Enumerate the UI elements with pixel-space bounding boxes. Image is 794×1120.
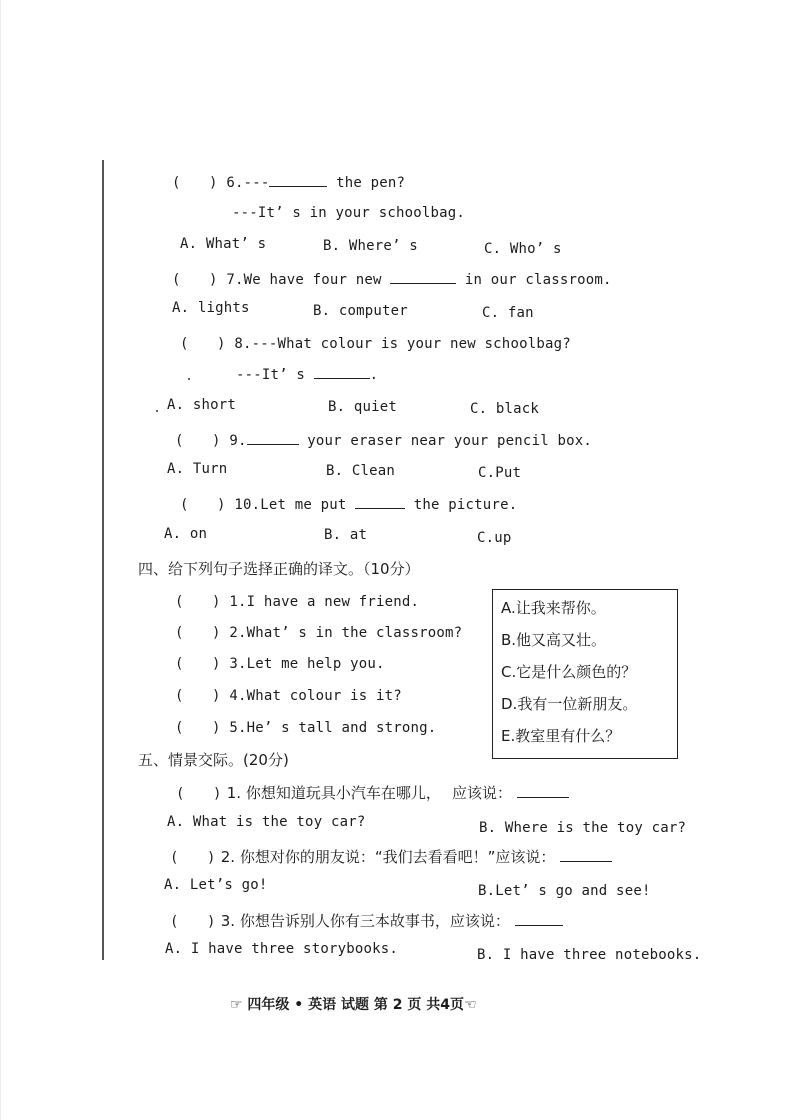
q8-line xyxy=(180,333,571,353)
s5-q3-answer-blank[interactable] xyxy=(515,913,563,926)
q6-option-a: A. What’ s xyxy=(180,236,267,252)
s4-item-3 xyxy=(175,653,385,673)
s4-item-1 xyxy=(175,591,419,611)
page-footer: ☞ 四年级 • 英语 试题 第 2 页 共4页☜ xyxy=(230,997,477,1013)
s5-q2-option-a: A. Let’s go! xyxy=(164,877,268,893)
s5-q3-paren: ( ) xyxy=(170,914,216,930)
q7-paren: ( ) xyxy=(172,272,218,288)
s4-item-5-paren: ( ) xyxy=(175,720,221,736)
s4-item-2 xyxy=(175,622,462,642)
option-a: A.让我来帮你。 xyxy=(501,599,606,617)
s4-item-1-paren: ( ) xyxy=(175,594,221,610)
q7-option-a: A. lights xyxy=(172,300,250,316)
q9-option-b: B. Clean xyxy=(326,463,396,479)
s5-q1-text: 1. 你想知道玩具小汽车在哪儿， xyxy=(226,784,441,802)
s4-item-3-text: 3.Let me help you. xyxy=(229,656,385,672)
s5-q1-line xyxy=(176,782,569,803)
s5-q3-option-a: A. I have three storybooks. xyxy=(165,941,398,957)
s4-item-2-text: 2.What’ s in the classroom? xyxy=(229,625,463,641)
s5-q2-answer-blank[interactable] xyxy=(560,849,612,862)
scan-dot xyxy=(188,378,190,380)
q10-number: 10. xyxy=(234,497,261,513)
q9-option-c: C.Put xyxy=(478,465,522,481)
q6-stem: the pen? xyxy=(336,175,406,191)
q8-stem: ---What colour is your new schoolbag? xyxy=(251,336,571,352)
q8-reply-line: ---It’ s . xyxy=(236,367,379,383)
s5-q1-option-b: B. Where is the toy car? xyxy=(479,820,687,836)
q8-option-b: B. quiet xyxy=(328,399,398,415)
s4-item-4-paren: ( ) xyxy=(175,688,221,704)
q10-answer-blank[interactable] xyxy=(355,496,405,509)
q8-reply: ---It’ s xyxy=(236,367,306,383)
q8-option-a: A. short xyxy=(167,397,237,413)
s4-item-5-text: 5.He’ s tall and strong. xyxy=(229,720,437,736)
option-d: D.我有一位新朋友。 xyxy=(501,695,638,713)
section4-heading: 四、给下列句子选择正确的译文。（10分） xyxy=(138,560,420,578)
q8-option-c: C. black xyxy=(470,401,540,417)
q6-paren: ( ) xyxy=(172,175,218,191)
q9-line xyxy=(175,430,592,450)
s5-q2-option-b: B.Let’ s go and see! xyxy=(478,883,651,899)
s5-q2-text: 2. 你想对你的朋友说：“我们去看看吧！”应该说： xyxy=(220,848,556,866)
s5-q1-answer-blank[interactable] xyxy=(517,785,569,798)
q10-option-a: A. on xyxy=(164,526,208,542)
q6-option-b: B. Where’ s xyxy=(323,238,418,254)
q8-number: 8. xyxy=(234,336,252,352)
s4-item-2-paren: ( ) xyxy=(175,625,221,641)
q6-number: 6. xyxy=(226,175,244,191)
q6-dash: --- xyxy=(243,175,270,191)
s4-item-3-paren: ( ) xyxy=(175,656,221,672)
q6-reply: ---It’ s in your schoolbag. xyxy=(232,205,465,221)
q6-line xyxy=(172,172,405,192)
q7-answer-blank[interactable] xyxy=(390,271,456,284)
q7-option-c: C. fan xyxy=(482,305,534,321)
s4-item-4 xyxy=(175,685,402,705)
q7-stem-post: in our classroom. xyxy=(464,272,612,288)
binding-margin-line xyxy=(102,160,104,960)
s5-q3-line xyxy=(170,910,563,931)
q8-answer-blank[interactable] xyxy=(314,366,370,379)
q9-number: 9. xyxy=(229,433,247,449)
s5-q1-option-a: A. What is the toy car? xyxy=(167,814,366,830)
option-c: C.它是什么颜色的？ xyxy=(501,663,637,681)
option-e: E.教室里有什么？ xyxy=(501,727,621,745)
q10-option-b: B. at xyxy=(324,527,368,543)
q10-stem-pre: Let me put xyxy=(260,497,347,513)
q6-option-c: C. Who’ s xyxy=(484,241,562,257)
s4-item-5 xyxy=(175,717,436,737)
q9-answer-blank[interactable] xyxy=(247,432,299,445)
translation-options-box xyxy=(492,589,678,759)
scan-dot xyxy=(156,410,158,412)
q8-paren: ( ) xyxy=(180,336,226,352)
q9-stem: your eraser near your pencil box. xyxy=(307,433,592,449)
q7-line xyxy=(172,269,612,289)
page-crease xyxy=(0,0,1,1120)
s5-q2-line xyxy=(170,846,612,867)
q9-paren: ( ) xyxy=(175,433,221,449)
q7-stem-pre: We have four new xyxy=(243,272,382,288)
s5-q3-text: 3. 你想告诉别人你有三本故事书，应该说： xyxy=(220,912,510,930)
s5-q1-tail: 应该说： xyxy=(451,784,512,802)
s4-item-4-text: 4.What colour is it? xyxy=(229,688,402,704)
q10-line xyxy=(180,494,517,514)
s5-q1-paren: ( ) xyxy=(176,786,222,802)
q10-option-c: C.up xyxy=(477,530,512,546)
q6-answer-blank[interactable] xyxy=(269,174,327,187)
q7-option-b: B. computer xyxy=(313,303,408,319)
section5-heading: 五、情景交际。(20分) xyxy=(138,751,289,769)
q9-option-a: A. Turn xyxy=(167,461,228,477)
q10-stem-post: the picture. xyxy=(413,497,518,513)
s5-q2-paren: ( ) xyxy=(170,850,216,866)
option-b: B.他又高又壮。 xyxy=(501,631,607,649)
s5-q3-option-b: B. I have three notebooks. xyxy=(477,947,702,963)
q7-number: 7. xyxy=(226,272,244,288)
s4-item-1-text: 1.I have a new friend. xyxy=(229,594,420,610)
q10-paren: ( ) xyxy=(180,497,226,513)
